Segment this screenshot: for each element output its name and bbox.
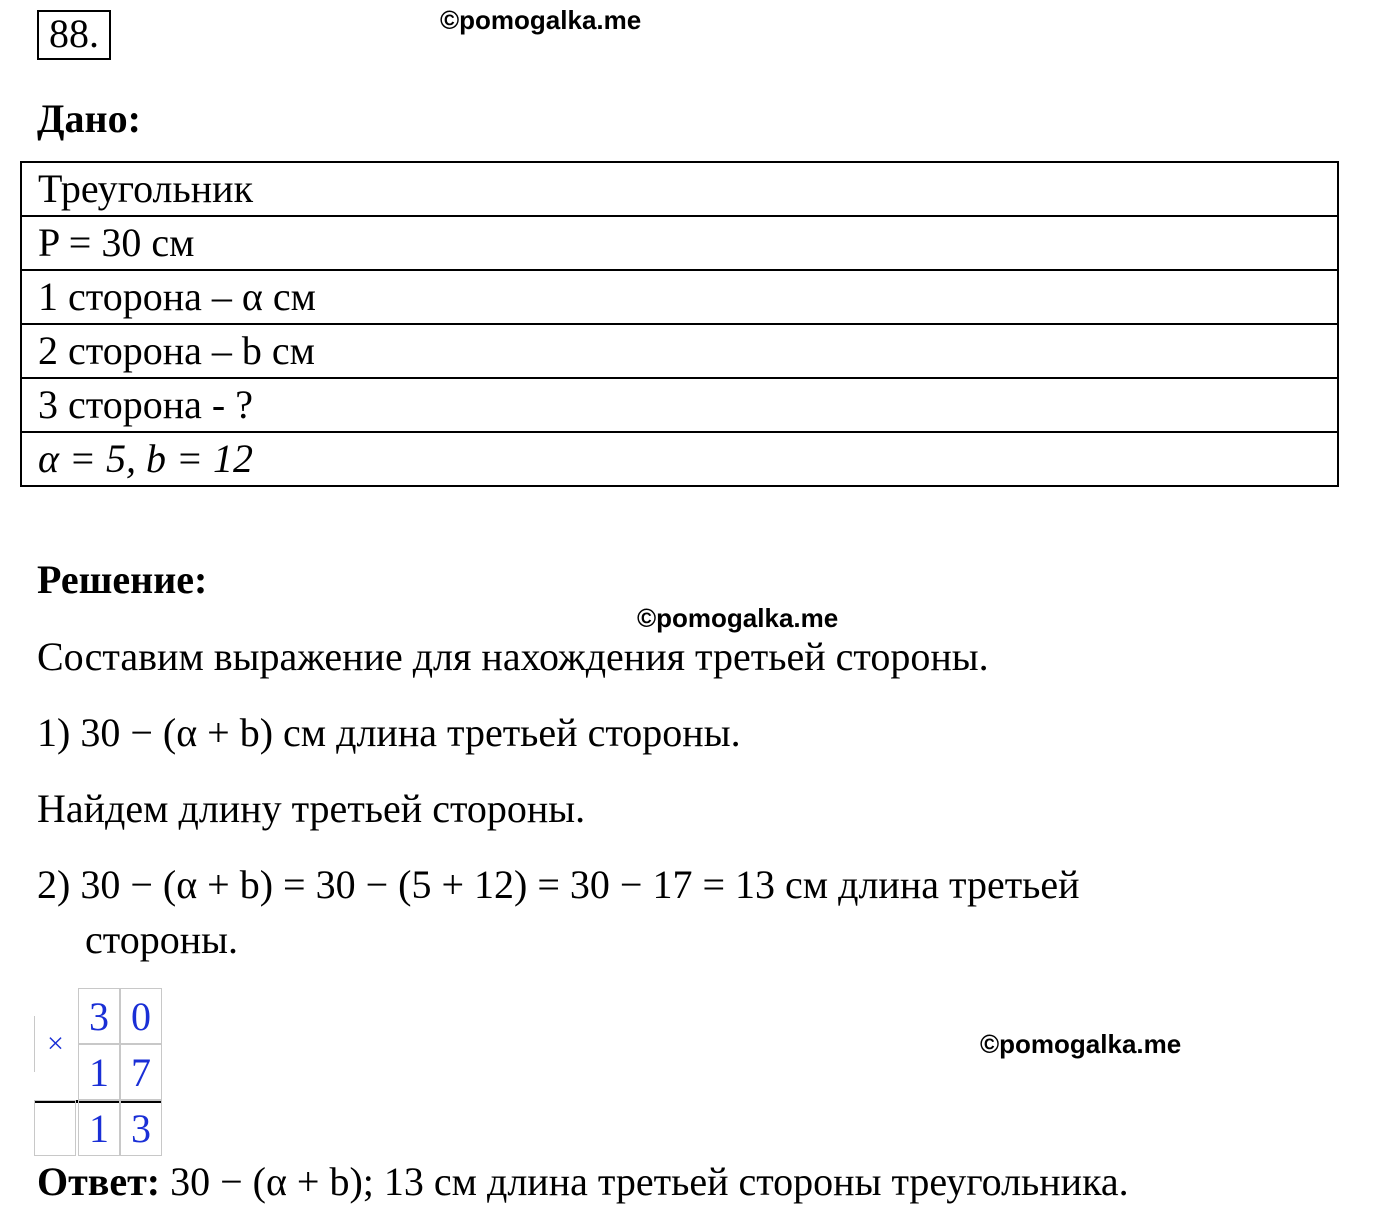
answer-text: 30 − (α + b); 13 см длина третьей стороны треугольника. bbox=[170, 1159, 1129, 1204]
column-calculation bbox=[34, 988, 162, 1156]
calc-digit: 3 bbox=[78, 988, 120, 1044]
answer bbox=[37, 1158, 1129, 1205]
calc-result-digit: 1 bbox=[78, 1100, 120, 1156]
calc-digit: 0 bbox=[120, 988, 162, 1044]
solution-intro: Составим выражение для нахождения третьей стороны. bbox=[37, 634, 989, 679]
watermark: ©pomogalka.me bbox=[980, 1029, 1182, 1059]
solution-step-2-continued: стороны. bbox=[85, 917, 238, 962]
watermark: ©pomogalka.me bbox=[637, 603, 839, 633]
solution-find: Найдем длину третьей стороны. bbox=[37, 786, 586, 831]
calc-digit: 1 bbox=[78, 1044, 120, 1100]
solution-step-2: 2) 30 − (α + b) = 30 − (5 + 12) = 30 − 17 = 13 см длина третьей bbox=[37, 862, 1080, 907]
watermark: ©pomogalka.me bbox=[440, 5, 642, 35]
solution-heading: Решение: bbox=[37, 557, 208, 602]
operator-sign: × bbox=[34, 1016, 76, 1072]
given-row: P = 30 см bbox=[21, 216, 1338, 270]
calc-digit: 7 bbox=[120, 1044, 162, 1100]
answer-label: Ответ: bbox=[37, 1159, 161, 1204]
given-table bbox=[20, 161, 1339, 487]
given-row: 3 сторона - ? bbox=[21, 378, 1338, 432]
given-row: 2 сторона – b см bbox=[21, 324, 1338, 378]
given-row: Треугольник bbox=[21, 162, 1338, 216]
calc-result-digit: 3 bbox=[120, 1100, 162, 1156]
given-heading: Дано: bbox=[37, 96, 141, 141]
given-row: 1 сторона – α см bbox=[21, 270, 1338, 324]
problem-number: 88. bbox=[37, 10, 111, 60]
solution-step-1: 1) 30 − (α + b) см длина третьей стороны. bbox=[37, 710, 741, 755]
calc-empty-cell bbox=[34, 1100, 76, 1156]
given-row: α = 5, b = 12 bbox=[21, 432, 1338, 486]
